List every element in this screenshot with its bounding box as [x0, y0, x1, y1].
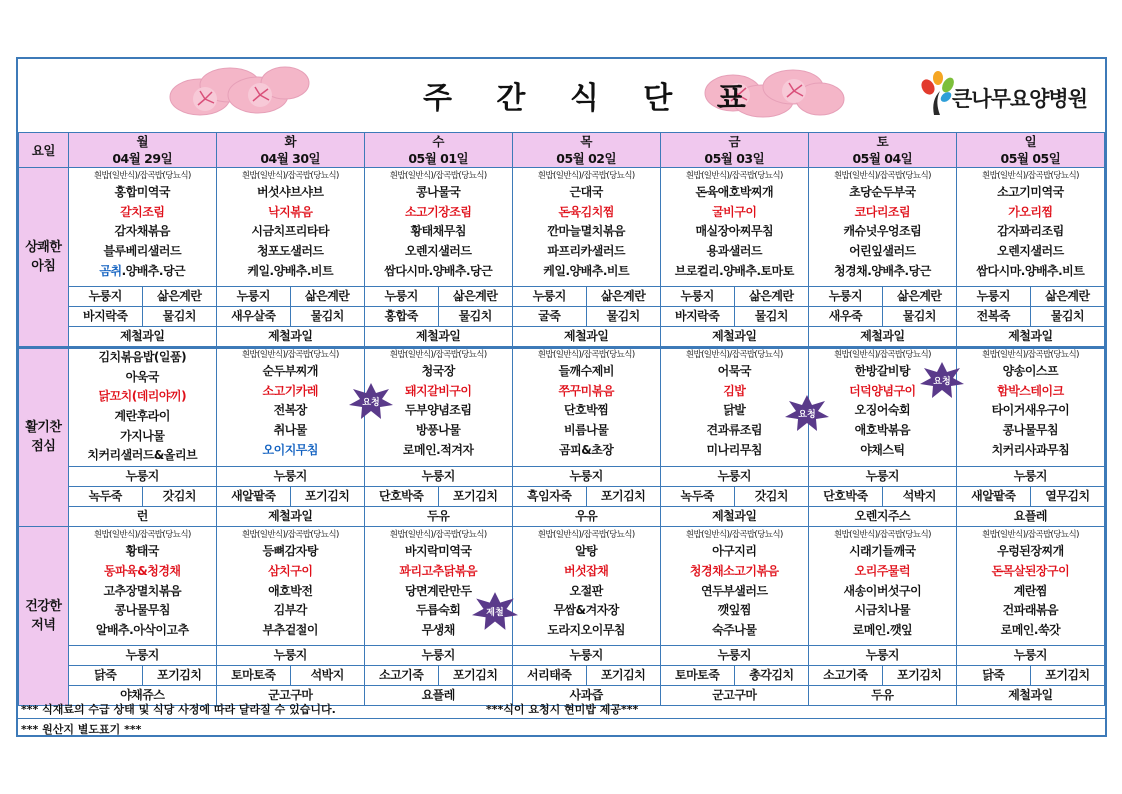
dish-item: 오이지무침 — [262, 442, 318, 457]
dish-item: 아욱국 — [125, 369, 159, 384]
dessert-item: 제철과일 — [216, 507, 364, 527]
dish-item: 흰밥(일반식)/잡곡밥(당뇨식) — [389, 350, 487, 360]
side-item: 물김치 — [882, 307, 956, 327]
dish-item: 방풍나물 — [416, 423, 461, 438]
dish-item: 타이거새우구이 — [991, 403, 1070, 418]
dish-item: 흰밥(일반식)/잡곡밥(당뇨식) — [981, 530, 1079, 541]
side-item: 누룽지 — [660, 287, 734, 307]
side-item: 석박지 — [882, 487, 956, 507]
side-row — [19, 646, 1105, 666]
dish-item: 버섯샤브샤브 — [256, 185, 324, 199]
day-name: 금 — [728, 134, 741, 149]
dish-item: 오징어숙회 — [854, 403, 911, 418]
dish-item: 쌈다시마.양배추.비트 — [976, 263, 1085, 278]
dish-list — [364, 168, 512, 287]
dish-item: 케일.양배추.비트 — [247, 263, 334, 278]
dish-item: 우렁된장찌개 — [997, 544, 1064, 559]
side-item: 닭죽 — [956, 666, 1030, 686]
dish-list — [956, 527, 1104, 646]
side-item: 흑임자죽 — [512, 487, 586, 507]
note-supply: *** 식재료의 수급 상태 및 식당 사정에 따라 달라질 수 있습니다. — [21, 703, 336, 716]
dish-item: 김밥 — [723, 383, 746, 398]
dish-item: 흰밥(일반식)/잡곡밥(당뇨식) — [537, 171, 635, 181]
dish-item: 흰밥(일반식)/잡곡밥(당뇨식) — [833, 530, 931, 541]
dish-item: 비름나물 — [564, 423, 609, 438]
dish-item: 감자채볶음 — [114, 224, 170, 239]
dish-list — [956, 168, 1104, 287]
side-item: 삶은계란 — [142, 287, 216, 307]
dish-item: 흰밥(일반식)/잡곡밥(당뇨식) — [833, 171, 931, 181]
dish-item: 계란찜 — [1013, 583, 1048, 598]
side-item: 삶은계란 — [586, 287, 660, 307]
dish-item: 흰밥(일반식)/잡곡밥(당뇨식) — [241, 530, 339, 541]
dessert-row — [19, 327, 1105, 347]
dish-item: 등뼈감자탕 — [262, 544, 318, 559]
hospital-logo — [920, 71, 1110, 121]
side-item: 누룽지 — [660, 467, 808, 487]
dish-item — [69, 262, 216, 282]
day-date: 05월 05일 — [1000, 151, 1061, 166]
dish-item: 흰밥(일반식)/잡곡밥(당뇨식) — [685, 350, 783, 360]
dish-item: 흰밥(일반식)/잡곡밥(당뇨식) — [389, 171, 487, 181]
meal-row — [19, 527, 1105, 646]
note-divider — [18, 718, 1105, 719]
dish-item: 흰밥(일반식)/잡곡밥(당뇨식) — [685, 530, 783, 541]
side-item: 서리태죽 — [512, 666, 586, 686]
side-item: 누룽지 — [956, 287, 1030, 307]
side-item: 누룽지 — [660, 646, 808, 666]
day-date: 05월 04일 — [852, 151, 913, 166]
dish-list — [68, 168, 216, 287]
dessert-item: 요플레 — [364, 686, 512, 706]
dessert-item: 요플레 — [956, 507, 1104, 527]
dish-list — [512, 347, 660, 467]
dish-list — [512, 168, 660, 287]
day-name: 토 — [876, 134, 889, 149]
side-item: 갓김치 — [734, 487, 808, 507]
request-badge: 요청 — [785, 395, 829, 431]
dish-item: 흰밥(일반식)/잡곡밥(당뇨식) — [981, 171, 1079, 181]
dessert-item: 군고구마 — [660, 686, 808, 706]
side-item: 바지락죽 — [660, 307, 734, 327]
dish-item: 깻잎찜 — [717, 603, 751, 618]
side-item: 누룽지 — [216, 646, 364, 666]
dish-item: 두부양념조림 — [404, 403, 472, 418]
side-item: 굴죽 — [512, 307, 586, 327]
side-item: 누룽지 — [808, 287, 882, 307]
dish-item: 흰밥(일반식)/잡곡밥(당뇨식) — [389, 530, 487, 541]
side-item: 포기김치 — [290, 487, 364, 507]
corner-label: 요일 — [19, 133, 69, 168]
side-item: 포기김치 — [882, 666, 956, 686]
dish-list — [216, 347, 364, 467]
side-row — [19, 467, 1105, 487]
page-title: 주 간 식 단 표 — [423, 81, 763, 116]
dish-item: 소고기장조림 — [404, 204, 472, 219]
side-item: 삶은계란 — [438, 287, 512, 307]
side-item: 포기김치 — [586, 487, 660, 507]
side-item: 물김치 — [438, 307, 512, 327]
dish-item: 쌈다시마.양배추.당근 — [384, 263, 493, 278]
side-item: 단호박죽 — [364, 487, 438, 507]
dish-item: 전복장 — [273, 403, 307, 418]
dish-item: 치커리샐러드&올리브 — [87, 448, 198, 463]
dish-item: 숙주나물 — [712, 622, 757, 637]
side-item: 녹두죽 — [68, 487, 142, 507]
dish-list — [216, 168, 364, 287]
dish-item: 흰밥(일반식)/잡곡밥(당뇨식) — [93, 530, 191, 541]
dish-item: 애호박전 — [268, 583, 313, 598]
side-item: 포기김치 — [438, 666, 512, 686]
dessert-item: 우유 — [512, 507, 660, 527]
meal-name-line: 아침 — [31, 259, 56, 274]
dessert-item: 제철과일 — [660, 327, 808, 347]
dish-item: 계란후라이 — [114, 409, 170, 424]
dish-item: 곰피&초장 — [559, 442, 614, 457]
side-item: 누룽지 — [512, 467, 660, 487]
day-header — [216, 133, 364, 168]
day-date: 05월 02일 — [556, 151, 617, 166]
side-item: 새우죽 — [808, 307, 882, 327]
meal-label — [19, 527, 69, 706]
side-item: 녹두죽 — [660, 487, 734, 507]
dessert-item: 제철과일 — [364, 327, 512, 347]
dish-item: 가지나물 — [120, 428, 165, 443]
side-item: 누룽지 — [364, 646, 512, 666]
side-row — [19, 287, 1105, 307]
seasonal-badge: 제철 — [472, 592, 518, 630]
side-item: 물김치 — [734, 307, 808, 327]
dish-item: 미나리무침 — [706, 442, 763, 457]
dish-item: 오리주물럭 — [854, 563, 911, 578]
dish-item: 흰밥(일반식)/잡곡밥(당뇨식) — [537, 530, 635, 541]
side-item: 누룽지 — [512, 287, 586, 307]
dish-list — [68, 527, 216, 646]
tree-logo-icon — [920, 71, 954, 117]
side-item: 포기김치 — [142, 666, 216, 686]
dessert-item: 제철과일 — [660, 507, 808, 527]
dessert-item: 군고구마 — [216, 686, 364, 706]
dish-item: 취나물 — [273, 423, 307, 438]
dessert-item: 두유 — [364, 507, 512, 527]
dish-item: 흰밥(일반식)/잡곡밥(당뇨식) — [241, 350, 339, 360]
dish-item: 로메인.쑥갓 — [1000, 622, 1061, 637]
day-header — [956, 133, 1104, 168]
side-item: 석박지 — [290, 666, 364, 686]
dish-item: 낙지볶음 — [268, 204, 313, 219]
side-item: 누룽지 — [808, 646, 956, 666]
day-name: 일 — [1024, 134, 1037, 149]
side-item: 물김치 — [1030, 307, 1104, 327]
dish-item: 도라지오이무침 — [547, 622, 626, 637]
side-item: 새우살죽 — [216, 307, 290, 327]
dish-item: 오절판 — [569, 583, 603, 598]
dish-item: 애호박볶음 — [854, 423, 911, 438]
dish-item: 바지락미역국 — [404, 544, 472, 559]
dessert-item: 제철과일 — [956, 327, 1104, 347]
dish-item: 시금치나물 — [854, 603, 911, 618]
side-item: 삶은계란 — [290, 287, 364, 307]
day-name: 수 — [432, 134, 444, 149]
hospital-name: 큰나무요양병원 — [952, 87, 1088, 111]
dish-item: 무생채 — [421, 622, 455, 637]
dish-item: 감자꽈리조림 — [997, 224, 1064, 239]
side-item: 토마토죽 — [660, 666, 734, 686]
dish-item: 흰밥(일반식)/잡곡밥(당뇨식) — [981, 350, 1079, 360]
side-item: 누룽지 — [956, 467, 1104, 487]
dish-item-part: .양배추.당근 — [121, 263, 186, 278]
meal-label — [19, 347, 69, 527]
dish-item: 시래기들깨국 — [849, 544, 916, 559]
dish-item: 들깨수제비 — [558, 364, 614, 378]
dish-item: 돈목살된장구이 — [991, 563, 1070, 578]
dish-item: 청경채.양배추.당근 — [833, 263, 931, 278]
side-item: 물김치 — [586, 307, 660, 327]
side-item: 삶은계란 — [1030, 287, 1104, 307]
dish-item-part: 곰취 — [99, 263, 122, 278]
dish-item: 흰밥(일반식)/잡곡밥(당뇨식) — [93, 171, 191, 181]
meal-row — [19, 168, 1105, 287]
dessert-item: 제철과일 — [956, 686, 1104, 706]
dish-item: 양송이스프 — [1002, 364, 1059, 378]
dish-item: 건파래볶음 — [1002, 603, 1059, 618]
dessert-row — [19, 507, 1105, 527]
side-item: 포기김치 — [1030, 666, 1104, 686]
dish-item: 콩나물국 — [416, 185, 461, 199]
dish-item: 로메인.깻잎 — [852, 622, 913, 637]
dish-list — [660, 527, 808, 646]
day-date: 04월 29일 — [112, 151, 173, 166]
dish-list — [808, 527, 956, 646]
dessert-item: 제철과일 — [68, 327, 216, 347]
side-item: 닭죽 — [68, 666, 142, 686]
dish-item: 순두부찌개 — [262, 364, 318, 378]
note-brown-rice: ***식이 요청시 현미밥 제공*** — [486, 703, 639, 716]
dish-item: 초당순두부국 — [849, 185, 916, 199]
side-item: 삶은계란 — [734, 287, 808, 307]
dish-item: 소고기미역국 — [997, 185, 1064, 199]
dish-item: 돼지갈비구이 — [404, 383, 472, 398]
menu-sheet — [16, 57, 1107, 737]
dish-item: 꽈리고추닭볶음 — [399, 563, 478, 578]
day-header — [364, 133, 512, 168]
dish-item: 흰밥(일반식)/잡곡밥(당뇨식) — [241, 171, 339, 181]
dessert-item: 런 — [68, 507, 216, 527]
dish-list — [808, 168, 956, 287]
dish-item: 연두부샐러드 — [701, 583, 768, 598]
dish-item: 알배추.아삭이고추 — [95, 622, 189, 637]
menu-table — [18, 132, 1105, 706]
dish-item: 로메인.적겨자 — [402, 442, 474, 457]
dish-list — [68, 347, 216, 467]
dish-item: 어묵국 — [717, 364, 751, 378]
side-row — [19, 487, 1105, 507]
meal-name-line: 저녁 — [31, 618, 56, 634]
dish-item: 흰밥(일반식)/잡곡밥(당뇨식) — [833, 350, 931, 360]
header — [18, 59, 1105, 131]
dish-item: 당면계란만두 — [404, 583, 472, 598]
dish-item: 야채스틱 — [860, 442, 905, 457]
dish-item: 두릅숙회 — [416, 603, 461, 618]
day-header — [68, 133, 216, 168]
request-badge: 요청 — [920, 362, 964, 398]
side-item: 누룽지 — [216, 467, 364, 487]
dessert-item: 두유 — [808, 686, 956, 706]
dish-item: 닭꼬치(데리야끼) — [98, 389, 187, 404]
meal-label — [19, 168, 69, 347]
side-item: 누룽지 — [364, 467, 512, 487]
side-row — [19, 307, 1105, 327]
dish-item: 치커리사과무침 — [991, 442, 1070, 457]
side-item: 바지락죽 — [68, 307, 142, 327]
dish-item: 캐슈넛우엉조림 — [843, 224, 922, 239]
day-header — [660, 133, 808, 168]
side-item: 누룽지 — [956, 646, 1104, 666]
day-date: 05월 03일 — [704, 151, 765, 166]
side-item: 누룽지 — [512, 646, 660, 666]
request-badge: 요청 — [349, 383, 393, 419]
side-item: 새알팥죽 — [956, 487, 1030, 507]
side-item: 소고기죽 — [808, 666, 882, 686]
dessert-item: 제철과일 — [808, 327, 956, 347]
dish-item: 황태국 — [125, 544, 159, 559]
dish-item: 브로컬리.양배추.토마토 — [674, 263, 794, 278]
dish-item: 김부각 — [273, 603, 307, 618]
dish-item: 황태채무침 — [410, 224, 466, 239]
dish-item: 갈치조림 — [120, 204, 165, 219]
dish-item: 쭈꾸미볶음 — [558, 383, 614, 398]
dish-item: 새송이버섯구이 — [843, 583, 922, 598]
dish-item: 콩나물무침 — [114, 603, 170, 618]
side-item: 포기김치 — [438, 487, 512, 507]
dish-item: 돈육김치찜 — [558, 204, 614, 219]
side-item: 새알팥죽 — [216, 487, 290, 507]
dish-item: 오렌지샐러드 — [997, 244, 1064, 259]
dish-item: 청포도샐러드 — [256, 244, 324, 259]
dish-item: 깐마늘멸치볶음 — [547, 224, 626, 239]
dish-list — [512, 527, 660, 646]
dish-item: 닭발 — [723, 403, 746, 418]
dish-item: 소고기카레 — [262, 383, 318, 398]
dish-list — [660, 168, 808, 287]
dessert-item: 제철과일 — [216, 327, 364, 347]
dish-item: 시금치프리타타 — [251, 224, 330, 239]
dish-item: 아구지리 — [712, 544, 757, 559]
side-row — [19, 666, 1105, 686]
dish-list — [956, 347, 1104, 467]
meal-name-line: 점심 — [31, 438, 56, 454]
dessert-item: 사과즙 — [512, 686, 660, 706]
dish-item: 더덕양념구이 — [849, 383, 916, 398]
day-name: 월 — [136, 134, 149, 149]
side-item: 총각김치 — [734, 666, 808, 686]
day-header — [808, 133, 956, 168]
dish-item: 알탕 — [575, 544, 598, 559]
side-item: 포기김치 — [586, 666, 660, 686]
side-item: 단호박죽 — [808, 487, 882, 507]
side-item: 누룽지 — [216, 287, 290, 307]
meal-name-line: 건강한 — [25, 599, 62, 615]
dish-item: 삼치구이 — [268, 563, 313, 578]
dish-item: 청경채소고기볶음 — [689, 563, 779, 578]
side-item: 누룽지 — [808, 467, 956, 487]
side-item: 누룽지 — [68, 646, 216, 666]
dish-item: 부추겉절이 — [262, 622, 318, 637]
day-header — [512, 133, 660, 168]
dish-item: 흰밥(일반식)/잡곡밥(당뇨식) — [537, 350, 635, 360]
dish-item: 가오리찜 — [1008, 204, 1053, 219]
dish-item: 버섯잡채 — [564, 563, 609, 578]
dish-item: 케일.양배추.비트 — [543, 263, 630, 278]
dish-item: 콩나물무침 — [1002, 423, 1059, 438]
dish-item: 견과류조림 — [706, 423, 763, 438]
dish-item: 청국장 — [421, 364, 455, 378]
side-item: 물김치 — [290, 307, 364, 327]
dish-item: 굴비구이 — [712, 204, 757, 219]
dish-list — [216, 527, 364, 646]
dish-item: 어린잎샐러드 — [849, 244, 916, 259]
day-name: 화 — [284, 134, 297, 149]
dish-item: 코다리조림 — [854, 204, 911, 219]
day-date: 04월 30일 — [260, 151, 321, 166]
day-name: 목 — [580, 134, 592, 149]
note-origin: *** 원산지 별도표기 *** — [21, 723, 142, 736]
dessert-item: 제철과일 — [512, 327, 660, 347]
cherry-blossom-left-icon — [160, 61, 310, 119]
dish-item: 무쌈&겨자장 — [553, 603, 619, 618]
dish-item: 함박스테이크 — [997, 383, 1064, 398]
day-header-row — [19, 133, 1105, 168]
side-item: 누룽지 — [68, 287, 142, 307]
dish-item: 오렌지샐러드 — [404, 244, 472, 259]
dish-item: 김치볶음밥(일품) — [98, 350, 187, 364]
side-item: 전복죽 — [956, 307, 1030, 327]
dish-item: 용과샐러드 — [706, 244, 763, 259]
meal-divider — [18, 346, 1105, 349]
day-date: 05월 01일 — [408, 151, 469, 166]
side-item: 누룽지 — [364, 287, 438, 307]
dish-item: 홍합미역국 — [114, 185, 170, 199]
dessert-item: 오렌지주스 — [808, 507, 956, 527]
side-item: 삶은계란 — [882, 287, 956, 307]
side-item: 소고기죽 — [364, 666, 438, 686]
meal-name-line: 상쾌한 — [25, 240, 62, 255]
dish-item: 매실장아찌무침 — [695, 224, 774, 239]
dish-item: 블루베리샐러드 — [103, 244, 182, 259]
side-item: 홍합죽 — [364, 307, 438, 327]
side-item: 열무김치 — [1030, 487, 1104, 507]
dish-item: 단호박찜 — [564, 403, 609, 418]
side-item: 갓김치 — [142, 487, 216, 507]
side-item: 토마토죽 — [216, 666, 290, 686]
dessert-item: 야채쥬스 — [68, 686, 216, 706]
side-item: 누룽지 — [68, 467, 216, 487]
side-item: 물김치 — [142, 307, 216, 327]
meal-name-line: 활기찬 — [25, 419, 62, 435]
dish-item: 파프리카샐러드 — [547, 244, 626, 259]
dish-item: 근대국 — [569, 185, 603, 199]
dish-item: 고추장멸치볶음 — [103, 583, 182, 598]
dish-item: 한방갈비탕 — [854, 364, 911, 378]
dish-item: 동파육&청경채 — [104, 563, 181, 578]
dish-item: 흰밥(일반식)/잡곡밥(당뇨식) — [685, 171, 783, 181]
dish-item: 돈육애호박찌개 — [695, 185, 774, 199]
